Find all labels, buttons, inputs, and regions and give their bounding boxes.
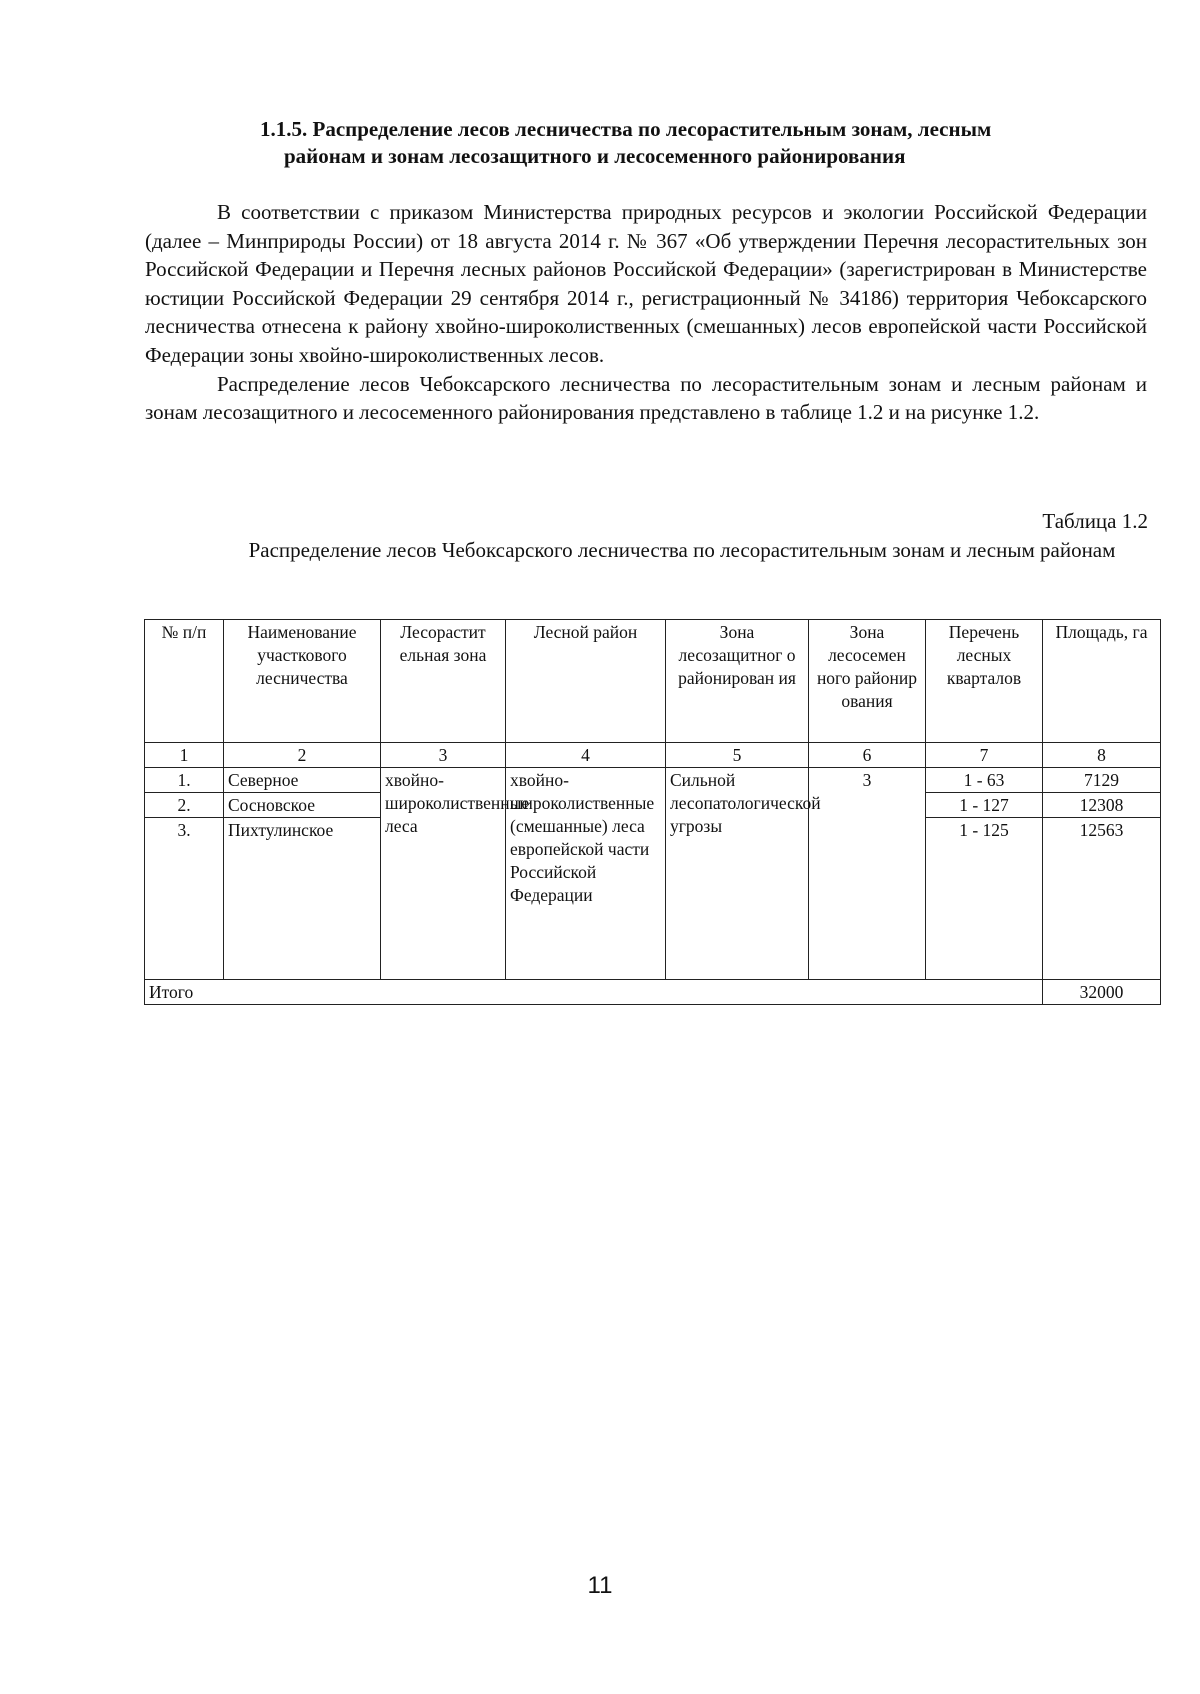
body-text xyxy=(145,198,1147,427)
header-area: Площадь, га xyxy=(1043,620,1161,743)
column-number: 4 xyxy=(506,743,666,768)
header-quarters: Перечень лесных кварталов xyxy=(926,620,1043,743)
table-caption: Распределение лесов Чебоксарского лесничества по лесорастительным зонам и лесным районам xyxy=(248,538,1116,562)
row-area: 12308 xyxy=(1043,793,1161,818)
paragraph-1: В соответствии с приказом Министерства природных ресурсов и экологии Российской Федерации (далее – Минприроды России) от 18 августа 2014 г. № 367 «Об утверждении Перечня лесорастительных зон Российской Федерации и Перечня лесных районов Российской Федерации» (зарегистрирован в Министерстве юстиции Российской Федерации 29 сентября 2014 г., регистрационный № 34186) территория Чебоксарского лесничества отнесена к району хвойно-широколиственных (смешанных) лесов европейской части Российской Федерации зоны хвойно-широколиственных лесов. xyxy=(145,200,1147,367)
header-seed-zone: Зона лесосемен ного районир ования xyxy=(809,620,926,743)
cell-protection-zone: Сильной лесопатологической угрозы xyxy=(666,768,809,980)
row-num: 3. xyxy=(145,818,224,980)
table-label: Таблица 1.2 xyxy=(1042,509,1148,533)
section-heading-line-2: районам и зонам лесозащитного и лесосеменного районирования xyxy=(284,144,906,168)
column-number: 7 xyxy=(926,743,1043,768)
forest-distribution-table xyxy=(144,619,1161,1005)
header-forest-zone: Лесорастит ельная зона xyxy=(381,620,506,743)
row-area: 7129 xyxy=(1043,768,1161,793)
total-area: 32000 xyxy=(1043,980,1161,1005)
row-district-name: Северное xyxy=(224,768,381,793)
total-label: Итого xyxy=(145,980,1043,1005)
row-num: 2. xyxy=(145,793,224,818)
cell-seed-zone: 3 xyxy=(809,768,926,980)
table-total-row xyxy=(145,980,1161,1005)
column-number: 5 xyxy=(666,743,809,768)
column-number: 8 xyxy=(1043,743,1161,768)
column-number: 1 xyxy=(145,743,224,768)
row-quarters: 1 - 125 xyxy=(926,818,1043,980)
section-heading-line-1: 1.1.5. Распределение лесов лесничества по лесорастительным зонам, лесным xyxy=(260,117,992,141)
column-number: 2 xyxy=(224,743,381,768)
column-number: 6 xyxy=(809,743,926,768)
cell-forest-zone: хвойно-широколиственные леса xyxy=(381,768,506,980)
page-number: 11 xyxy=(587,1572,613,1599)
header-num: № п/п xyxy=(145,620,224,743)
header-district-name: Наименование участкового лесничества xyxy=(224,620,381,743)
header-forest-region: Лесной район xyxy=(506,620,666,743)
row-district-name: Пихтулинское xyxy=(224,818,381,980)
row-num: 1. xyxy=(145,768,224,793)
table-row xyxy=(145,768,1161,793)
table-header-row xyxy=(145,620,1161,743)
column-number: 3 xyxy=(381,743,506,768)
row-quarters: 1 - 63 xyxy=(926,768,1043,793)
paragraph-2: Распределение лесов Чебоксарского лесничества по лесорастительным зонам и лесным районам и зонам лесозащитного и лесосеменного районирования представлено в таблице 1.2 и на рисунке 1.2. xyxy=(145,371,1147,425)
section-heading xyxy=(260,116,1140,170)
row-district-name: Сосновское xyxy=(224,793,381,818)
header-protection-zone: Зона лесозащитног о районирован ия xyxy=(666,620,809,743)
row-quarters: 1 - 127 xyxy=(926,793,1043,818)
cell-forest-region: хвойно-широколиственные (смешанные) леса европейской части Российской Федерации xyxy=(506,768,666,980)
column-number-row xyxy=(145,743,1161,768)
row-area: 12563 xyxy=(1043,818,1161,980)
